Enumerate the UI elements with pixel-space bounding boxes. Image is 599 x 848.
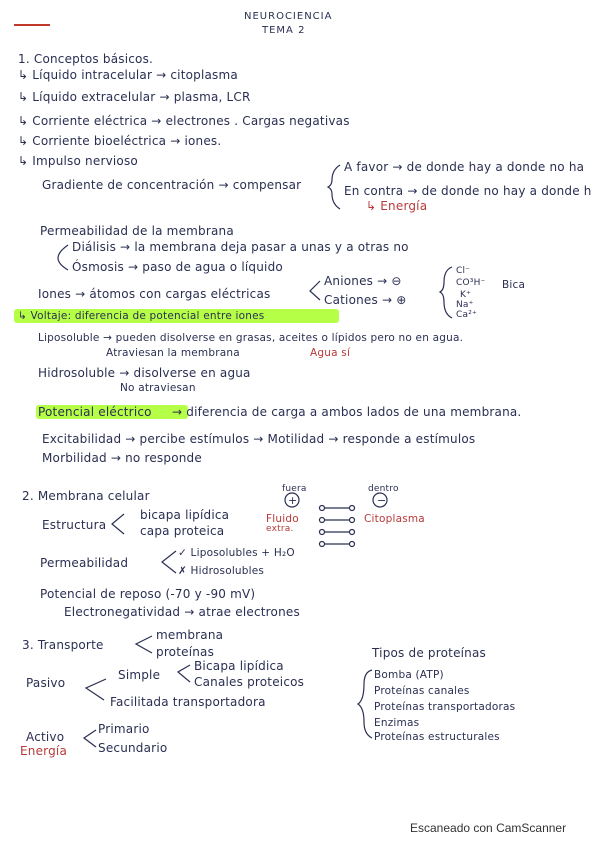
en-contra-text: En contra → de donde no hay a donde h	[344, 184, 592, 198]
energia-note: ↳ Energía	[366, 199, 428, 213]
line-intracelular: ↳ Líquido intracelular → citoplasma	[18, 68, 238, 82]
bicapa-text: bicapa lipídica	[140, 508, 230, 522]
section-1-heading: 1. Conceptos básicos.	[18, 52, 154, 66]
hidrosoluble-text: Hidrosoluble → disolverse en agua	[38, 366, 251, 380]
page-title: NEUROCIENCIA	[244, 11, 333, 22]
tipo-canales: Proteínas canales	[374, 685, 470, 697]
ion-ca: Ca²⁺	[456, 310, 477, 320]
voltaje-text: ↳ Voltaje: diferencia de potencial entre iones	[18, 310, 265, 322]
liposolubles-text: ✓ Liposolubles + H₂O	[178, 547, 295, 559]
transporte-membrana: membrana	[156, 628, 224, 642]
aniones-text: Aniones → ⊖	[324, 274, 402, 288]
gradiente-text: Gradiente de concentración → compensar	[42, 178, 302, 192]
dialisis-text: Diálisis → la membrana deja pasar a unas y a otras no	[72, 240, 409, 254]
section-3-heading: 3. Transporte	[22, 638, 104, 652]
atraviesan-text: Atraviesan la membrana	[106, 347, 240, 359]
estructura-label: Estructura	[42, 518, 107, 532]
osmosis-text: Ósmosis → paso de agua o líquido	[72, 260, 283, 274]
tipo-transportadoras: Proteínas transportadoras	[374, 701, 516, 713]
secundario-label: Secundario	[98, 741, 168, 755]
line-corriente-electrica: ↳ Corriente eléctrica → electrones . Cargas negativas	[18, 114, 350, 128]
ion-k: K⁺	[460, 290, 472, 300]
primario-label: Primario	[98, 722, 150, 736]
transporte-proteinas: proteínas	[156, 645, 215, 659]
line-corriente-bioelectrica: ↳ Corriente bioeléctrica → iones.	[18, 134, 222, 148]
capa-text: capa proteica	[140, 524, 225, 538]
tipo-estructurales: Proteínas estructurales	[374, 731, 500, 743]
excitabilidad-text: Excitabilidad → percibe estímulos → Motilidad → responde a estímulos	[42, 432, 476, 446]
svg-text:+: +	[288, 494, 298, 507]
camscanner-watermark: Escaneado con CamScanner	[410, 821, 567, 835]
line-impulso-nervioso: ↳ Impulso nervioso	[18, 154, 138, 168]
agua-si-text: Agua sí	[310, 347, 351, 359]
activo-label: Activo	[26, 730, 65, 744]
fluido-label: Fluido	[266, 513, 299, 525]
tipos-proteinas-title: Tipos de proteínas	[372, 646, 486, 660]
permeabilidad-title: Permeabilidad de la membrana	[40, 224, 234, 238]
dentro-label: dentro	[368, 484, 399, 494]
potencial-electrico-label: Potencial eléctrico	[38, 405, 152, 419]
svg-text:−: −	[377, 494, 387, 507]
facilitada-text: Facilitada transportadora	[110, 695, 266, 709]
pasivo-label: Pasivo	[26, 676, 66, 690]
cationes-text: Cationes → ⊕	[324, 293, 407, 307]
potencial-electrico-def: → diferencia de carga a ambos lados de una membrana.	[172, 405, 522, 419]
fuera-label: fuera	[282, 484, 307, 494]
activo-energia: Energía	[20, 744, 67, 758]
morbilidad-text: Morbilidad → no responde	[42, 451, 202, 465]
ion-na: Na⁺	[456, 300, 474, 310]
tipo-bomba: Bomba (ATP)	[374, 669, 444, 681]
simple-label: Simple	[118, 668, 161, 682]
potencial-reposo-text: Potencial de reposo (-70 y -90 mV)	[40, 587, 256, 601]
bica-text: Bica	[502, 279, 526, 291]
canales-proteicos-text: Canales proteicos	[194, 675, 305, 689]
citoplasma-label: Citoplasma	[364, 513, 425, 525]
extra-label: extra.	[266, 524, 294, 534]
no-atraviesan-text: No atraviesan	[120, 382, 196, 394]
ion-co3h: CO³H⁻	[456, 278, 486, 288]
line-extracelular: ↳ Líquido extracelular → plasma, LCR	[18, 90, 251, 104]
electronegatividad-text: Electronegatividad → atrae electrones	[64, 605, 300, 619]
hidrosolubles-text: ✗ Hidrosolubles	[178, 565, 265, 577]
section-2-heading: 2. Membrana celular	[22, 489, 150, 503]
a-favor-text: A favor → de donde hay a donde no ha	[344, 160, 585, 174]
iones-text: Iones → átomos con cargas eléctricas	[38, 287, 271, 301]
page-subtitle: TEMA 2	[262, 25, 306, 36]
liposoluble-text: Liposoluble → pueden disolverse en grasas, aceites o lípidos pero no en agua.	[38, 332, 464, 344]
tipo-enzimas: Enzimas	[374, 717, 420, 729]
permeabilidad-label: Permeabilidad	[40, 556, 129, 570]
ion-cl: Cl⁻	[456, 266, 471, 276]
bicapa-lipidica-text: Bicapa lipídica	[194, 659, 284, 673]
